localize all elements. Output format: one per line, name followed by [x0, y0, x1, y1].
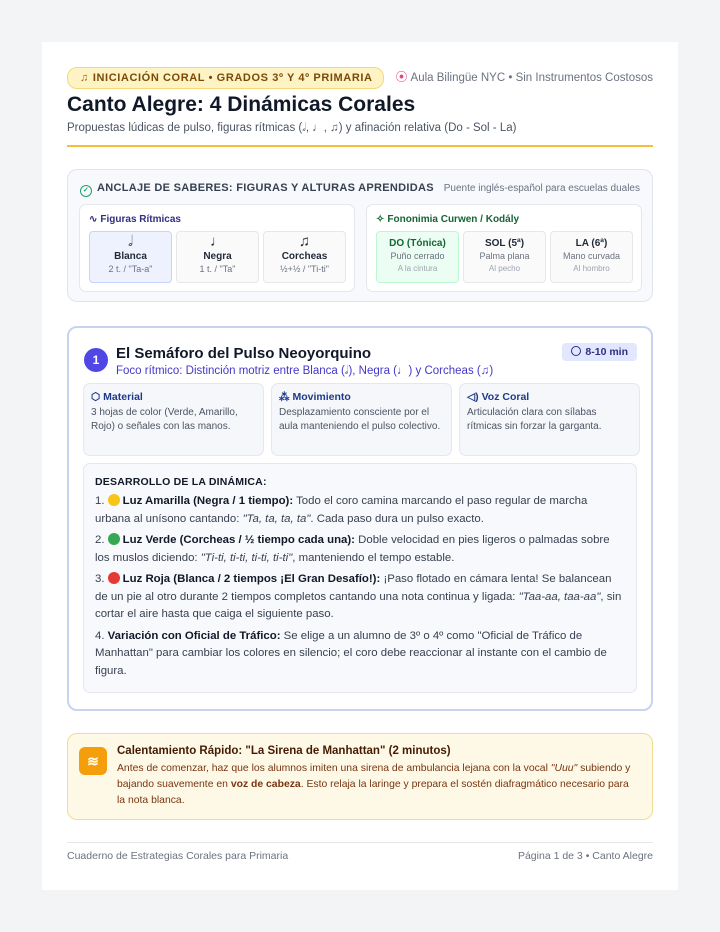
- anchor-note: Puente inglés-español para escuelas duales: [443, 183, 640, 194]
- solfege-card-la: [550, 231, 633, 283]
- solfege-name: DO (Tónica): [389, 238, 446, 249]
- solfege-gesture: Mano curvada: [562, 251, 621, 261]
- anchor-title: ✓ ANCLAJE DE SABERES: FIGURAS Y ALTURAS APRENDIDAS: [80, 182, 434, 197]
- waves-icon: ≋: [79, 747, 107, 775]
- solfege-name: SOL (5ª): [484, 238, 525, 249]
- figure-name: Negra: [203, 251, 232, 262]
- activity-focus: Foco rítmico: Distinción motriz entre Blanca (𝅗𝅥), Negra (♩) y Corcheas (♫): [116, 365, 494, 377]
- tile-body: Desplazamiento consciente por el aula manteniendo el pulso colectivo.: [279, 407, 441, 432]
- pulse-icon: ∿: [89, 214, 98, 225]
- header-divider: [67, 145, 653, 147]
- solfege-position: Al hombro: [573, 264, 610, 273]
- solfege-box: [366, 204, 642, 292]
- rhythm-figures-box: [79, 204, 355, 292]
- eighth-notes-icon: ♫: [298, 233, 311, 250]
- page-subtitle: Propuestas lúdicas de pulso, figuras rítmicas (𝅗𝅥, ♩, ♫) y afinación relativa (Do - Sol - La): [67, 122, 517, 134]
- development-heading: DESARROLLO DE LA DINÁMICA:: [95, 476, 267, 488]
- tile-heading: ⁂ Movimiento: [279, 391, 351, 403]
- solfege-position: A la cintura: [397, 264, 438, 273]
- footer-page-info: Página 1 de 3 • Canto Alegre: [517, 850, 653, 862]
- tile-heading: ◁) Voz Coral: [467, 391, 530, 403]
- figure-card-corcheas: [263, 231, 346, 283]
- location-label: ⦿ Aula Bilingüe NYC • Sin Instrumentos Costosos: [395, 70, 653, 84]
- footprints-icon: ⁂: [279, 391, 290, 403]
- voice-tile: [459, 383, 640, 456]
- figure-desc: 1 t. / "Ta": [199, 264, 236, 274]
- warmup-callout: [67, 733, 653, 820]
- activity-card: [67, 326, 653, 711]
- check-circle-icon: ✓: [80, 185, 92, 197]
- music-note-icon: ♫: [80, 72, 89, 84]
- tile-heading: ⬡ Material: [91, 391, 143, 403]
- half-note-icon: 𝅗𝅥: [128, 233, 133, 250]
- clock-icon: [571, 346, 581, 356]
- figure-name: Corcheas: [281, 251, 328, 262]
- solfege-card-do: [376, 231, 459, 283]
- step-item: 2. Luz Verde (Corcheas / ½ tiempo cada una): Doble velocidad en pies ligeros o palmadas sobre los muslos diciendo: "Ti-ti, ti-ti, ti-ti, ti-ti", manteniendo el tempo estable.: [95, 534, 610, 564]
- material-tile: [83, 383, 264, 456]
- solfege-heading: ✧ Fononimia Curwen / Kodály: [376, 214, 520, 225]
- footer-left: Cuaderno de Estrategias Corales para Primaria: [67, 850, 289, 862]
- step-item: 4. Variación con Oficial de Tráfico: Se elige a un alumno de 3º o 4º como "Oficial de Tráfico de Manhattan" para cambiar los colores en silencio; el coro debe reaccionar al instante con el cambio de figura.: [95, 629, 607, 677]
- solfege-gesture: Palma plana: [479, 251, 530, 261]
- warmup-title: Calentamiento Rápido: "La Sirena de Manhattan" (2 minutos): [117, 745, 451, 757]
- quarter-note-icon: ♩: [210, 233, 225, 250]
- footer-divider: [67, 842, 653, 843]
- page: [42, 42, 678, 890]
- yellow-circle-icon: [108, 494, 120, 506]
- solfege-name: LA (6ª): [575, 238, 608, 249]
- figure-desc: 2 t. / "Ta-a": [108, 264, 153, 274]
- speaker-icon: ◁): [467, 391, 479, 403]
- figure-card-blanca: [89, 231, 172, 283]
- figure-desc: ½+½ / "Ti-ti": [280, 264, 329, 274]
- activity-number: 1: [84, 348, 108, 372]
- duration-badge: 8-10 min: [562, 343, 637, 361]
- figure-card-negra: [176, 231, 259, 283]
- solfege-position: Al pecho: [488, 264, 521, 273]
- development-box: [83, 463, 637, 693]
- map-pin-icon: ⦿: [395, 70, 408, 84]
- solfege-card-sol: [463, 231, 546, 283]
- step-item: 3. Luz Roja (Blanca / 2 tiempos ¡El Gran Desafío!): ¡Paso flotado en cámara lenta! Se balancean de un pie al otro durante 2 tiempos completos cantando una nota continua y ligada: "Taa-aa, taa-aa", sin cortar el aire hasta que caiga el siguiente paso.: [95, 573, 622, 620]
- sparkle-icon: ✧: [376, 214, 385, 225]
- tile-body: Articulación clara con sílabas rítmicas sin forzar la garganta.: [467, 407, 602, 432]
- activity-title: El Semáforo del Pulso Neoyorquino: [116, 345, 372, 362]
- figure-name: Blanca: [114, 251, 147, 262]
- green-circle-icon: [108, 533, 120, 545]
- grade-badge: ♫ INICIACIÓN CORAL • GRADOS 3º Y 4º PRIMARIA: [67, 67, 384, 89]
- knowledge-anchor-panel: [67, 169, 653, 302]
- warmup-body: Antes de comenzar, haz que los alumnos imiten una sirena de ambulancia lejana con la vocal "Uuu" subiendo y bajando suavemente en voz de cabeza. Esto relaja la laringe y prepara el sostén diafragmático necesario para la nota blanca.: [117, 763, 631, 806]
- step-item: 1. Luz Amarilla (Negra / 1 tiempo): Todo el coro camina marcando el paso regular de marcha urbana al unísono cantando: "Ta, ta, ta, ta". Cada paso dura un pulso exacto.: [95, 495, 588, 525]
- movement-tile: [271, 383, 452, 456]
- red-circle-icon: [108, 572, 120, 584]
- box-icon: ⬡: [91, 391, 101, 403]
- solfege-gesture: Puño cerrado: [390, 251, 445, 261]
- tile-body: 3 hojas de color (Verde, Amarillo, Rojo) o señales con las manos.: [91, 407, 238, 432]
- page-title: Canto Alegre: 4 Dinámicas Corales: [67, 93, 416, 116]
- rhythm-figures-heading: ∿ Figuras Rítmicas: [89, 214, 181, 225]
